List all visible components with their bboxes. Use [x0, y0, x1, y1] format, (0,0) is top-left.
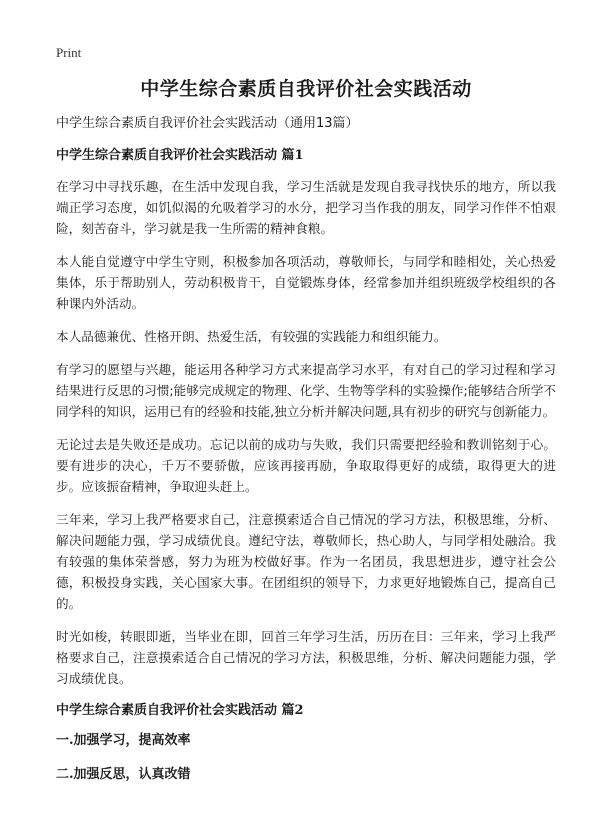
section-1-heading: 中学生综合素质自我评价社会实践活动 篇1 — [56, 148, 304, 163]
paragraph-3: 本人品德兼优、性格开朗、热爱生活，有较强的实践能力和组织能力。 — [56, 329, 447, 344]
paragraph-5: 无论过去是失败还是成功。忘记以前的成功与失败，我们只需要把经验和教训铭刻于心。要有进步的决心，千万不要骄傲，应该再接再励，争取取得更好的成绩，取得更大的进步。应该振奋精神，争取迎头赶上。 — [56, 437, 556, 494]
paragraph-7: 时光如梭，转眼即逝，当毕业在即，回首三年学习生活，历历在目：三年来，学习上我严格要求自己，注意摸索适合自己情况的学习方法，积极思维，分析、解决问题能力强，学习成绩优良。 — [56, 629, 556, 686]
paragraph-4: 有学习的愿望与兴趣，能运用各种学习方式来提高学习水平，有对自己的学习过程和学习结果进行反思的习惯;能够完成规定的物理、化学、生物等学科的实验操作;能够结合所学不同学科的知识，运用已有的经验和技能,独立分析并解决问题,具有初步的研究与创新能力。 — [56, 362, 556, 419]
paragraph-1: 在学习中寻找乐趣，在生活中发现自我，学习生活就是发现自我寻找快乐的地方，所以我端正学习态度，如饥似渴的允吸着学习的水分，把学习当作我的朋友，同学习作伴不怕艰险，刻苦奋斗，学习就是我一生所需的精神食粮。 — [56, 179, 556, 236]
print-link[interactable]: Print — [56, 45, 82, 60]
section-2-subheading-2: 二.加强反思，认真改错 — [56, 767, 191, 782]
document-subtitle: 中学生综合素质自我评价社会实践活动（通用13篇） — [56, 116, 359, 131]
section-2-subheading-1: 一.加强学习，提高效率 — [56, 733, 191, 748]
section-2-heading: 中学生综合素质自我评价社会实践活动 篇2 — [56, 703, 304, 718]
paragraph-2: 本人能自觉遵守中学生守则，积极参加各项活动，尊敬师长，与同学和睦相处，关心热爱集体，乐于帮助别人，劳动积极肯干，自觉锻炼身体，经常参加并组织班级学校组织的各种课内外活动。 — [56, 254, 556, 311]
paragraph-6: 三年来，学习上我严格要求自己，注意摸索适合自己情况的学习方法，积极思维，分析、解决问题能力强，学习成绩优良。遵纪守法，尊敬师长，热心助人，与同学相处融洽。我有较强的集体荣誉感，努力为班为校做好事。作为一名团员，我思想进步，遵守社会公德，积极投身实践，关心国家大事。在团组织的领导下，力求更好地锻炼自己，提高自己的。 — [56, 512, 556, 611]
document-title: 中学生综合素质自我评价社会实践活动 — [140, 78, 472, 100]
